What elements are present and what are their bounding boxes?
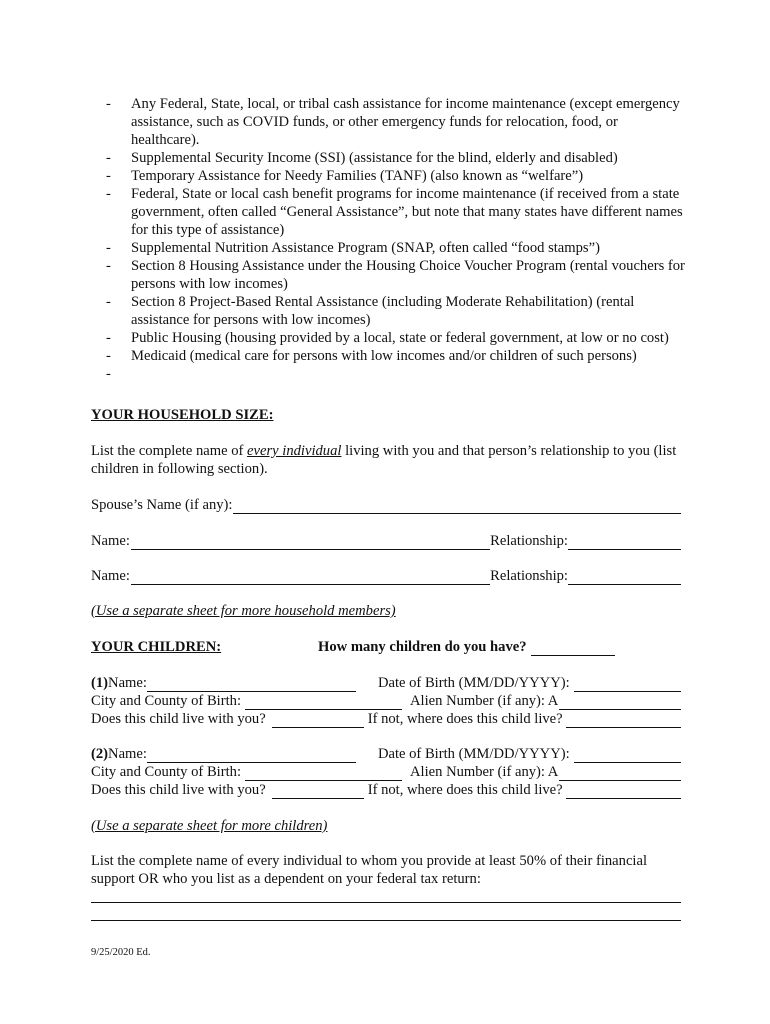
child-lives-with-field[interactable] bbox=[272, 784, 364, 799]
children-heading-row bbox=[91, 638, 681, 656]
relationship-field[interactable] bbox=[568, 535, 681, 550]
bullet-dash: - bbox=[106, 240, 111, 256]
relationship-label: Relationship: bbox=[490, 568, 568, 584]
bullet-dash: - bbox=[106, 330, 111, 346]
spouse-name-row bbox=[91, 496, 681, 514]
member-name-field[interactable] bbox=[131, 535, 490, 550]
child-alien-number-field[interactable] bbox=[559, 695, 681, 710]
list-item: - Federal, State or local cash benefit programs for income maintenance (if received from a state government, often called “General Assistance”, but note that many states have different names for this type of assistance) bbox=[106, 186, 683, 238]
list-item: - Any Federal, State, local, or tribal cash assistance for income maintenance (except emergency assistance, such as COVID funds, or other emergency funds for relocation, food, or healthcare). bbox=[106, 96, 680, 148]
bullet-dash: - bbox=[106, 150, 111, 166]
children-note: (Use a separate sheet for more children) bbox=[91, 818, 328, 834]
bullet-dash: - bbox=[106, 294, 111, 310]
dependents-line-1[interactable] bbox=[91, 902, 681, 903]
child-lives-where-field[interactable] bbox=[566, 784, 681, 799]
child-dob-field[interactable] bbox=[574, 677, 681, 692]
list-item: - Section 8 Project-Based Rental Assistance (including Moderate Rehabilitation) (rental assistance for persons with low incomes) bbox=[106, 294, 635, 328]
bullet-dash: - bbox=[106, 168, 111, 184]
child-lives-where-field[interactable] bbox=[566, 713, 681, 728]
bullet-dash: - bbox=[106, 348, 111, 364]
household-heading: YOUR HOUSEHOLD SIZE: bbox=[91, 407, 274, 423]
bullet-dash: - bbox=[106, 258, 111, 274]
child-lives-with-field[interactable] bbox=[272, 713, 364, 728]
child-1-block: (1) Name: Date of Birth (MM/DD/YYYY): City and County of Birth: Alien Number (if any): A Does this child live with you? If not, where does this child live? bbox=[91, 674, 681, 728]
children-count-field[interactable] bbox=[531, 641, 615, 656]
children-count-label: How many children do you have? bbox=[318, 639, 527, 655]
list-item: - Medicaid (medical care for persons with low incomes and/or children of such persons) bbox=[106, 348, 637, 364]
name-label: Name: bbox=[91, 568, 130, 584]
spouse-name-label: Spouse’s Name (if any): bbox=[91, 497, 233, 513]
spouse-name-field[interactable] bbox=[233, 499, 681, 514]
member-name-field[interactable] bbox=[131, 570, 490, 585]
child-alien-number-field[interactable] bbox=[559, 766, 681, 781]
list-item: - Section 8 Housing Assistance under the Housing Choice Voucher Program (rental vouchers for persons with low incomes) bbox=[106, 258, 685, 292]
child-2-block: (2) Name: Date of Birth (MM/DD/YYYY): City and County of Birth: Alien Number (if any): A Does this child live with you? If not, where does this child live? bbox=[91, 745, 681, 799]
child-name-field[interactable] bbox=[147, 677, 356, 692]
bullet-dash: - bbox=[106, 96, 111, 112]
household-member-row bbox=[91, 567, 681, 585]
bullet-dash: - bbox=[106, 366, 111, 382]
relationship-field[interactable] bbox=[568, 570, 681, 585]
relationship-label: Relationship: bbox=[490, 533, 568, 549]
child-birth-city-field[interactable] bbox=[245, 766, 402, 781]
list-item: - Supplemental Nutrition Assistance Program (SNAP, often called “food stamps”) bbox=[106, 240, 600, 256]
child-birth-city-field[interactable] bbox=[245, 695, 402, 710]
list-item: - Temporary Assistance for Needy Families (TANF) (also known as “welfare”) bbox=[106, 168, 584, 184]
dependents-intro: List the complete name of every individual to whom you provide at least 50% of their financial support OR who you list as a dependent on your federal tax return: bbox=[91, 853, 648, 887]
list-item: - Public Housing (housing provided by a local, state or federal government, at low or no cost) bbox=[106, 330, 669, 346]
child-name-field[interactable] bbox=[147, 748, 356, 763]
children-heading: YOUR CHILDREN: bbox=[91, 639, 222, 655]
household-member-row bbox=[91, 532, 681, 550]
list-item: - Supplemental Security Income (SSI) (assistance for the blind, elderly and disabled) bbox=[106, 150, 618, 166]
dependents-line-2[interactable] bbox=[91, 920, 681, 921]
assistance-list bbox=[106, 95, 686, 382]
household-intro: List the complete name of every individual living with you and that person’s relationship to you (list children in following section). bbox=[91, 443, 677, 477]
child-dob-field[interactable] bbox=[574, 748, 681, 763]
household-note: (Use a separate sheet for more household members) bbox=[91, 603, 396, 619]
name-label: Name: bbox=[91, 533, 130, 549]
edition-date: 9/25/2020 Ed. bbox=[91, 947, 151, 958]
bullet-dash: - bbox=[106, 186, 111, 202]
